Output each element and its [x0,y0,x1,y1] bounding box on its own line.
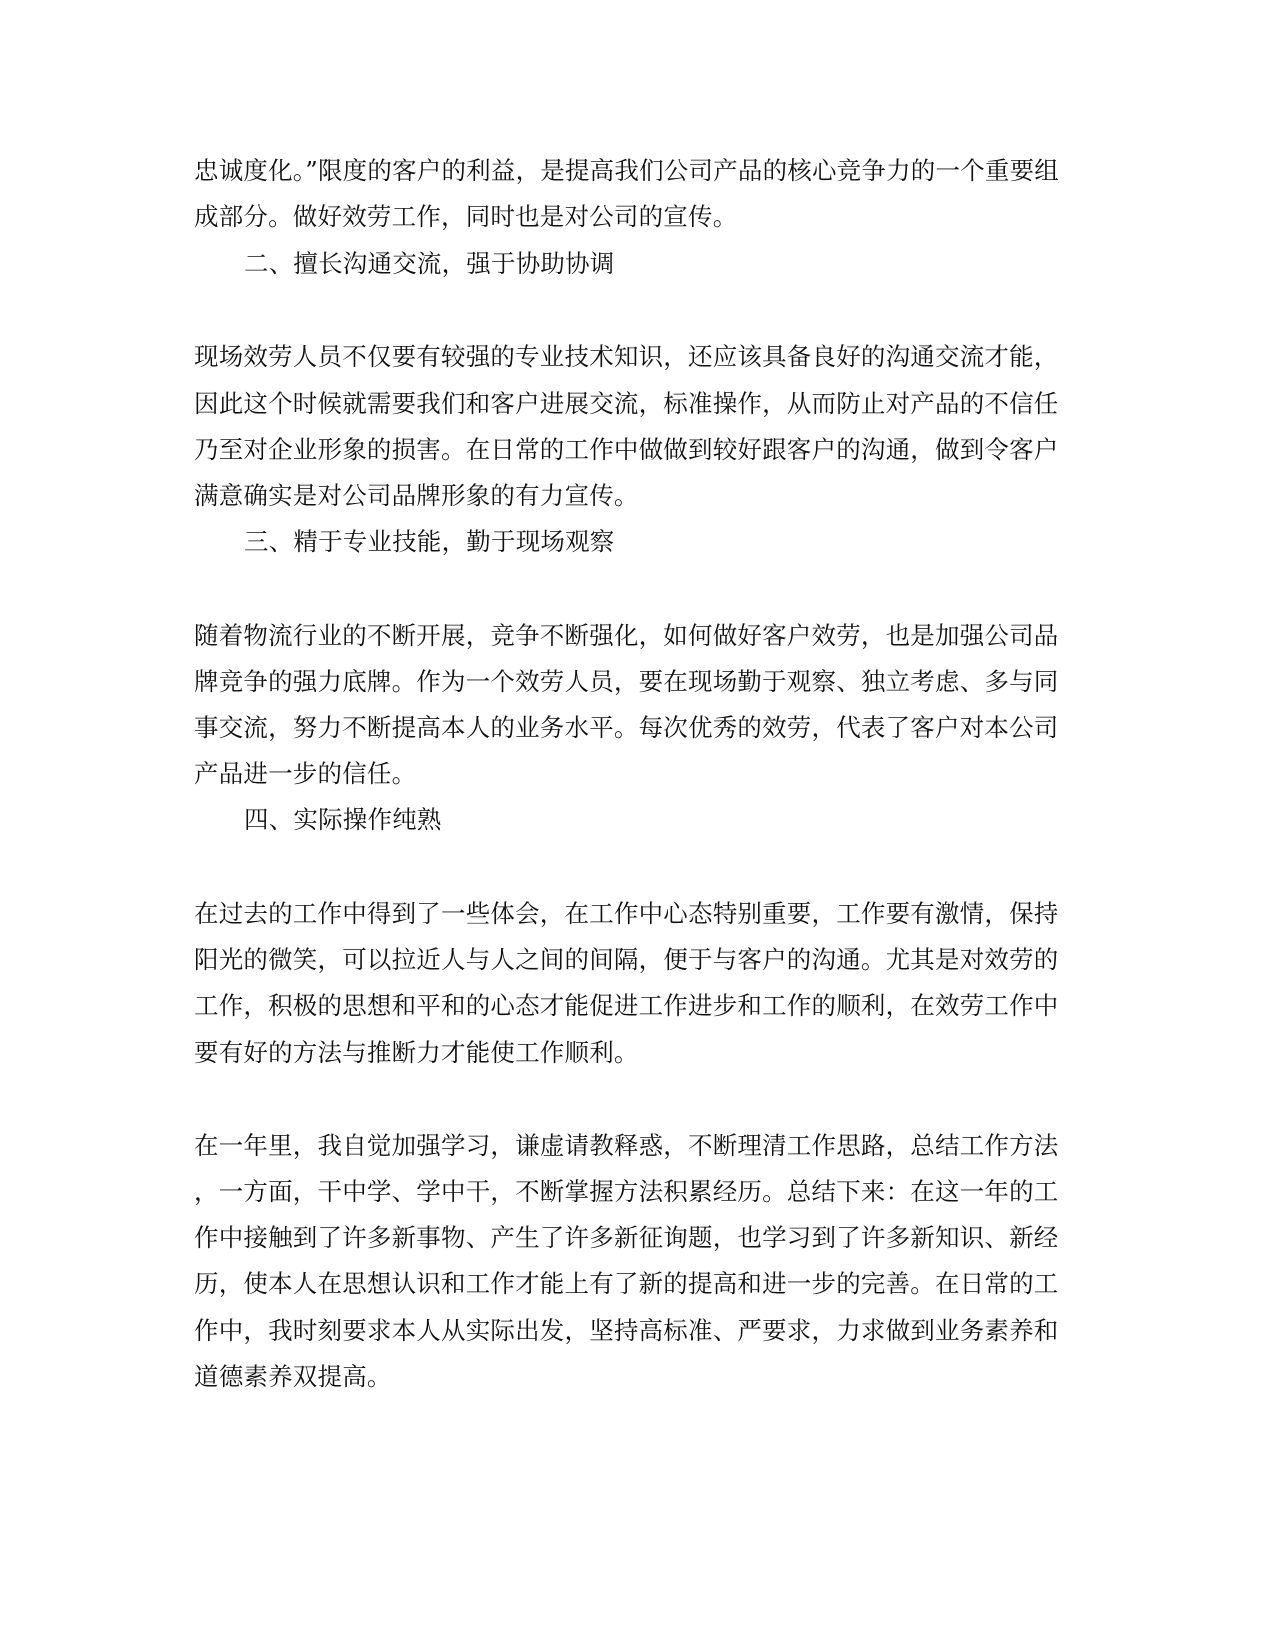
paragraph-5-line-3: 作中接触到了许多新事物、产生了许多新征询题，也学习到了许多新知识、新经 [194,1223,1059,1252]
paragraph-5-line-2: ，一方面，干中学、学中干，不断掌握方法积累经历。总结下来：在这一年的工 [194,1177,1059,1206]
paragraph-4-line-2: 阳光的微笑，可以拉近人与人之间的间隔，便于与客户的沟通。尤其是对效劳的 [194,945,1059,974]
paragraph-5-line-5: 作中，我时刻要求本人从实际出发，坚持高标准、严要求，力求做到业务素养和 [194,1316,1059,1345]
paragraph-3-line-3: 事交流，努力不断提高本人的业务水平。每次优秀的效劳，代表了客户对本公司 [194,713,1059,742]
paragraph-4-line-3: 工作，积极的思想和平和的心态才能促进工作进步和工作的顺利，在效劳工作中 [194,991,1059,1020]
paragraph-4-line-4: 要有好的方法与推断力才能使工作顺利。 [194,1038,639,1067]
paragraph-2-line-3: 乃至对企业形象的损害。在日常的工作中做做到较好跟客户的沟通，做到令客户 [194,435,1059,464]
paragraph-3-line-1: 随着物流行业的不断开展，竞争不断强化，如何做好客户效劳，也是加强公司品 [194,621,1059,650]
paragraph-1-line-1: 忠诚度化。”限度的客户的利益，是提高我们公司产品的核心竞争力的一个重要组 [194,156,1059,185]
paragraph-4-line-1: 在过去的工作中得到了一些体会，在工作中心态特别重要，工作要有激情，保持 [194,899,1059,928]
section-heading-3: 三、精于专业技能，勤于现场观察 [244,527,615,556]
paragraph-5-line-6: 道德素养双提高。 [194,1362,392,1391]
paragraph-2-line-1: 现场效劳人员不仅要有较强的专业技术知识，还应该具备良好的沟通交流才能， [194,342,1059,371]
paragraph-2-line-2: 因此这个时候就需要我们和客户进展交流，标准操作，从而防止对产品的不信任 [194,389,1059,418]
paragraph-5-line-4: 历，使本人在思想认识和工作才能上有了新的提高和进一步的完善。在日常的工 [194,1269,1059,1298]
paragraph-1-line-2: 成部分。做好效劳工作，同时也是对公司的宣传。 [194,202,738,231]
section-heading-4: 四、实际操作纯熟 [244,805,442,834]
paragraph-3-line-4: 产品进一步的信任。 [194,759,417,788]
paragraph-5-line-1: 在一年里，我自觉加强学习，谦虚请教释惑，不断理清工作思路，总结工作方法 [194,1131,1059,1160]
section-heading-2: 二、擅长沟通交流，强于协助协调 [244,249,615,278]
paragraph-3-line-2: 牌竞争的强力底牌。作为一个效劳人员，要在现场勤于观察、独立考虑、多与同 [194,667,1059,696]
paragraph-2-line-4: 满意确实是对公司品牌形象的有力宣传。 [194,481,639,510]
